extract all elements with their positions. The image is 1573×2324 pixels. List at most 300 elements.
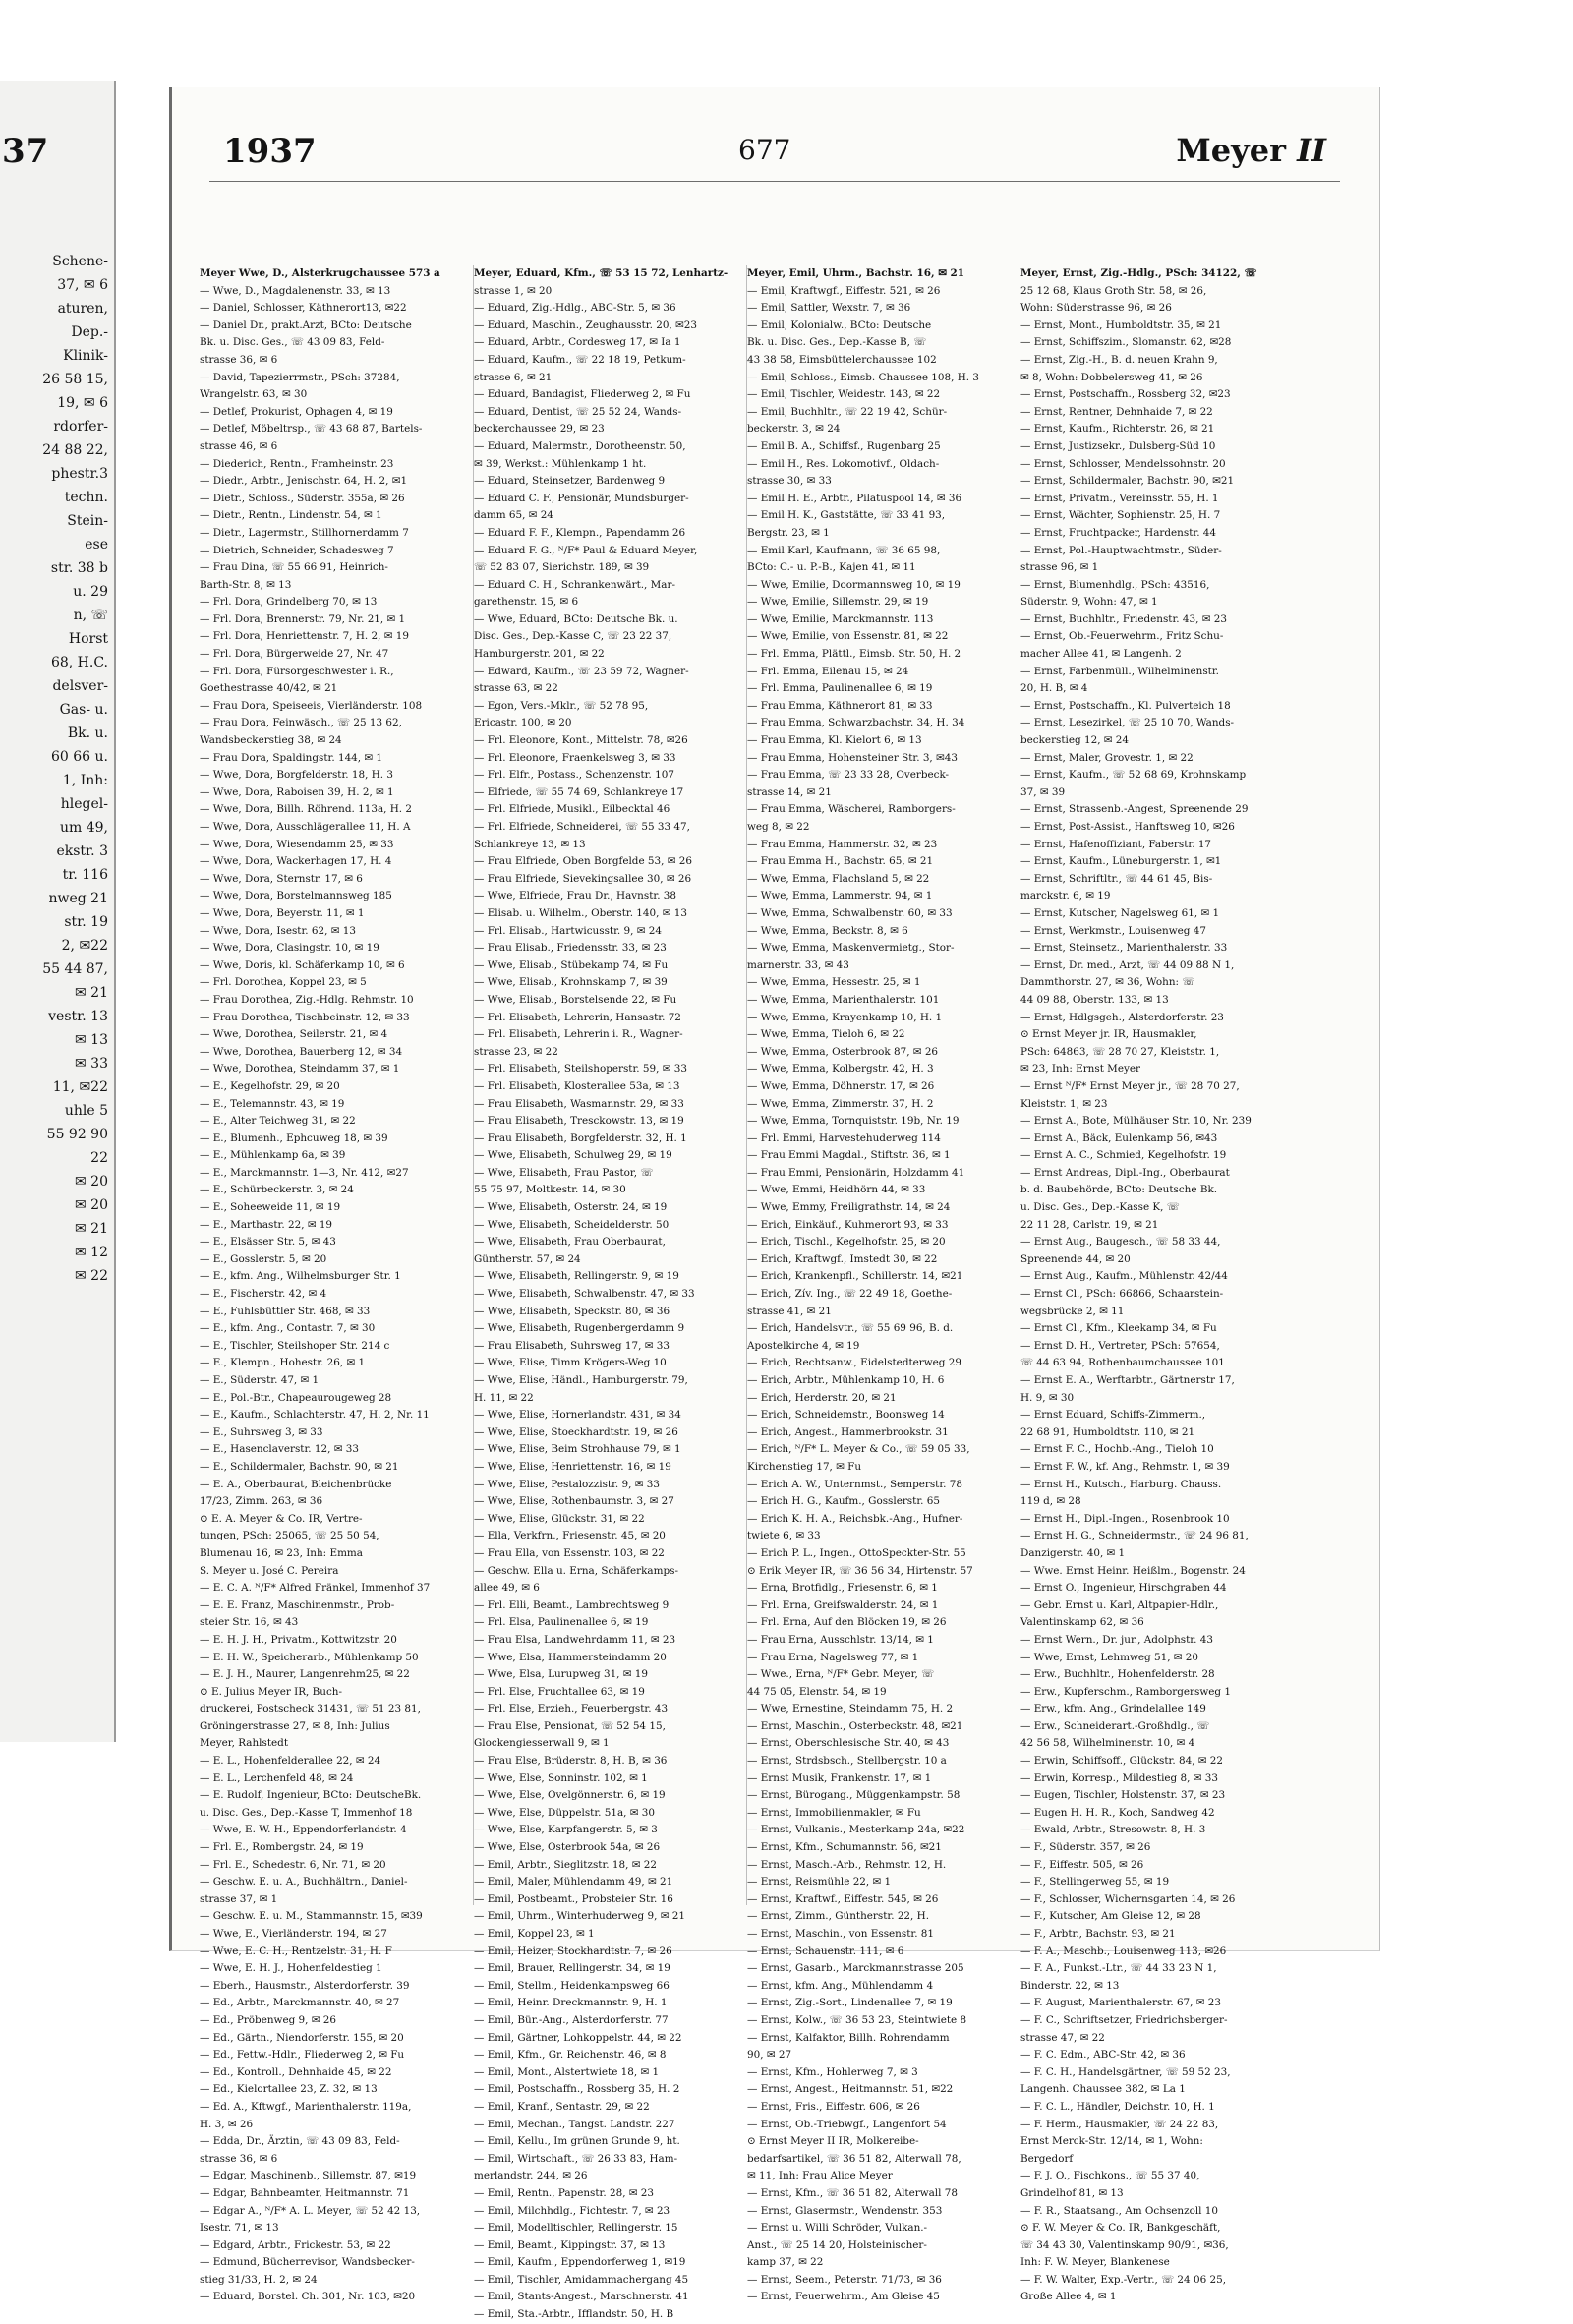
directory-entry-line: merlandstr. 244, ✉ 26 xyxy=(474,2170,588,2182)
directory-entry-line: — Ernst A. C., Schmied, Kegelhofstr. 19 xyxy=(1020,1149,1227,1162)
directory-entry-line: — Ed., Fettw.-Hdlr., Fliederweg 2, ✉ Fu xyxy=(200,2049,405,2062)
directory-entry-line: — Ernst H., Dipl.-Ingen., Rosenbrook 10 xyxy=(1020,1512,1230,1525)
directory-entry-line: — Ernst, Werkmstr., Louisenweg 47 xyxy=(1020,924,1206,937)
directory-entry-line: — Ernst, kfm. Ang., Mühlendamm 4 xyxy=(747,1979,934,1992)
directory-entry-line: — Erich, Krankenpfl., Schillerstr. 14, ✉21 xyxy=(747,1270,963,1283)
directory-entry-line: — Ernst Wern., Dr. jur., Adolphstr. 43 xyxy=(1020,1633,1213,1646)
directory-entry-line: — Wwe, Emma, Zimmerstr. 37, H. 2 xyxy=(747,1097,934,1110)
directory-entry-line: — Wwe, Else, Düppelstr. 51a, ✉ 30 xyxy=(474,1806,656,1819)
directory-entry-line: — Eugen H. H. R., Koch, Sandweg 42 xyxy=(1020,1806,1215,1819)
directory-entry-line: — Emil, Uhrm., Winterhuderweg 9, ✉ 21 xyxy=(474,1910,685,1923)
directory-entry-line: — Wwe, Elise, Pestalozzistr. 9, ✉ 33 xyxy=(474,1478,660,1490)
directory-entry-line: — Wwe, Dora, Beyerstr. 11, ✉ 1 xyxy=(200,906,365,919)
directory-entry-line: — Erich, Arbtr., Mühlenkamp 10, H. 6 xyxy=(747,1374,945,1386)
directory-entry-line: — F. C. L., Händler, Deichstr. 10, H. 1 xyxy=(1020,2100,1215,2113)
directory-entry-line: Danzigerstr. 40, ✉ 1 xyxy=(1020,1546,1126,1559)
directory-entry-line: — Wwe, Emma, Lammerstr. 94, ✉ 1 xyxy=(747,890,933,902)
directory-entry-line: — Wwe, Emilie, von Essenstr. 81, ✉ 22 xyxy=(747,630,949,643)
directory-entry-line: — Egon, Vers.-Mklr., ☏ 52 78 95, xyxy=(474,699,649,712)
directory-entry-line: — Wwe, Dora, Wackerhagen 17, H. 4 xyxy=(200,855,392,868)
directory-entry-line: Schlankreye 13, ✉ 13 xyxy=(474,838,586,850)
directory-entry-line: — Erich, Angest., Hammerbrookstr. 31 xyxy=(747,1425,949,1438)
previous-page-line: ✉ 21 xyxy=(75,1221,108,1237)
directory-entry-line: — Edda, Dr., Ärztin, ☏ 43 09 83, Feld- xyxy=(200,2135,400,2148)
directory-entry-line: — Ernst Cl., PSch: 66866, Schaarstein- xyxy=(1020,1288,1224,1301)
directory-entry-line: — Wwe, Emma, Hessestr. 25, ✉ 1 xyxy=(747,976,921,989)
directory-entry-line: — F. August, Marienthalerstr. 67, ✉ 23 xyxy=(1020,1997,1222,2009)
directory-entry-line: — Ed. A., Kftwgf., Marienthalerstr. 119a, xyxy=(200,2100,412,2113)
directory-entry-line: — Ernst, Maschin., von Essenstr. 81 xyxy=(747,1928,935,1940)
directory-entry-line: — Frl. Dora, Brennerstr. 79, Nr. 21, ✉ 1 xyxy=(200,612,406,625)
directory-entry-line: H. 9, ✉ 30 xyxy=(1020,1391,1075,1404)
directory-entry-line: ⊙ E. A. Meyer & Co. IR, Vertre- xyxy=(200,1512,363,1525)
directory-entry-line: — Ernst Eduard, Schiffs-Zimmerm., xyxy=(1020,1409,1206,1422)
previous-page-line: ✉ 20 xyxy=(75,1197,108,1213)
previous-page-line: n, ☏ xyxy=(73,608,108,623)
directory-entry-line: — F., Arbtr., Bachstr. 93, ✉ 21 xyxy=(1020,1928,1176,1940)
directory-entry-line: — Geschw. E. u. M., Stammannstr. 15, ✉39 xyxy=(200,1910,423,1923)
directory-entry-line: — Wwe, Elisab., Stübekamp 74, ✉ Fu xyxy=(474,959,669,971)
directory-entry-line: — Emil, Heinr. Dreckmannstr. 9, H. 1 xyxy=(474,1997,668,2009)
directory-entry-line: — Wwe, Dora, Clasingstr. 10, ✉ 19 xyxy=(200,942,379,955)
directory-entry-line: — Frl. Elfr., Postass., Schenzenstr. 107 xyxy=(474,769,674,782)
directory-entry-line: 22 68 91, Humboldtstr. 110, ✉ 21 xyxy=(1020,1425,1195,1438)
directory-entry-line: — Wwe, Elisabeth, Speckstr. 80, ✉ 36 xyxy=(474,1305,670,1317)
directory-entry-line: druckerei, Postscheck 31431, ☏ 51 23 81, xyxy=(200,1703,421,1715)
directory-entry-line: — F., Schlosser, Wichernsgarten 14, ✉ 26 xyxy=(1020,1892,1236,1905)
directory-entry-line: — Wwe, Emmy, Freiligrathstr. 14, ✉ 24 xyxy=(747,1201,951,1214)
previous-page-line: Stein- xyxy=(67,513,108,529)
directory-entry-line: — Erich, ᴺ/F* L. Meyer & Co., ☏ 59 05 33, xyxy=(747,1443,970,1456)
directory-entry-line: u. Disc. Ges., Dep.-Kasse K, ☏ xyxy=(1020,1201,1180,1214)
directory-entry-line: twiete 6, ✉ 33 xyxy=(747,1530,821,1542)
directory-entry-line: — Frau Emmi Magdal., Stiftstr. 36, ✉ 1 xyxy=(747,1149,951,1162)
directory-entry-line: — Wwe, Elisabeth, Rellingerstr. 9, ✉ 19 xyxy=(474,1270,679,1283)
directory-entry-line: — Frl. Emma, Paulinenallee 6, ✉ 19 xyxy=(747,682,933,695)
directory-entry-line: — Ernst, Schlosser, Mendelssohnstr. 20 xyxy=(1020,457,1226,470)
previous-page-line: str. 38 b xyxy=(50,560,108,576)
directory-entry-line: — Eduard, Borstel. Ch. 301, Nr. 103, ✉20 xyxy=(200,2291,416,2303)
directory-entry-line: Valentinskamp 62, ✉ 36 xyxy=(1020,1616,1144,1629)
directory-entry-line: — Daniel, Schlosser, Käthnerort13, ✉22 xyxy=(200,302,407,315)
directory-entry-line: Barth-Str. 8, ✉ 13 xyxy=(200,578,292,591)
previous-page-line: ekstr. 3 xyxy=(56,843,108,859)
directory-entry-line: — Ernst, Buchhltr., Friedenstr. 43, ✉ 23 xyxy=(1020,612,1227,625)
directory-entry-line: — Ernst, Dr. med., Arzt, ☏ 44 09 88 N 1, xyxy=(1020,959,1235,971)
directory-entry-line: — Emil, Postbeamt., Probsteier Str. 16 xyxy=(474,1892,673,1905)
directory-entry-line: H. 11, ✉ 22 xyxy=(474,1391,534,1404)
directory-entry-line: — F. Herm., Hausmakler, ☏ 24 22 83, xyxy=(1020,2118,1219,2130)
directory-entry-line: Glockengiesserwall 9, ✉ 1 xyxy=(474,1737,610,1750)
directory-entry-line: — Wwe, Elisabeth, Scheidelderstr. 50 xyxy=(474,1218,670,1231)
directory-entry-line: — Emil, Maler, Mühlendamm 49, ✉ 21 xyxy=(474,1876,673,1888)
directory-entry-line: — F. A., Maschb., Louisenweg 113, ✉26 xyxy=(1020,1945,1227,1957)
directory-entry-line: — Ernst, Justizsekr., Dulsberg-Süd 10 xyxy=(1020,439,1216,452)
directory-entry-line: — Wwe, Elisabeth, Schulweg 29, ✉ 19 xyxy=(474,1149,672,1162)
directory-entry-line: — Wwe, Elise, Hornerlandstr. 431, ✉ 34 xyxy=(474,1409,681,1422)
directory-entry-line: Binderstr. 22, ✉ 13 xyxy=(1020,1979,1120,1992)
directory-entry-line: — E., Gosslerstr. 5, ✉ 20 xyxy=(200,1252,327,1265)
directory-entry-line: — Ernst, Kraftwf., Eiffestr. 545, ✉ 26 xyxy=(747,1892,939,1905)
directory-entry-line: — Frl. Erna, Greifswalderstr. 24, ✉ 1 xyxy=(747,1598,939,1611)
directory-entry-line: — Ernst H. G., Schneidermstr., ☏ 24 96 81, xyxy=(1020,1530,1249,1542)
directory-entry-line: Blumenau 16, ✉ 23, Inh: Emma xyxy=(200,1546,363,1559)
previous-page-line: 26 58 15, xyxy=(42,372,108,387)
directory-entry-line: — Dietr., Rentn., Lindenstr. 54, ✉ 1 xyxy=(200,509,382,522)
directory-entry-line: Hamburgerstr. 201, ✉ 22 xyxy=(474,648,605,661)
directory-entry-line: — Ernst, Pol.-Hauptwachtmstr., Süder- xyxy=(1020,544,1222,556)
previous-page-line: ✉ 20 xyxy=(75,1174,108,1190)
directory-entry-line: ⊙ Ernst Meyer jr. IR, Hausmakler, xyxy=(1020,1028,1197,1041)
directory-entry-line: 44 75 05, Elenstr. 54, ✉ 19 xyxy=(747,1685,887,1698)
directory-column-4 xyxy=(1020,265,1282,2303)
directory-entry-line: — Wwe, Dora, Raboisen 39, H. 2, ✉ 1 xyxy=(200,785,394,798)
directory-entry-line: — Emil, Kaufm., Eppendorferweg 1, ✉19 xyxy=(474,2256,686,2269)
page-number: 677 xyxy=(738,134,791,166)
directory-entry-line: — Emil, Mont., Alstertwiete 18, ✉ 1 xyxy=(474,2065,660,2078)
directory-entry-line: — Emil, Gärtner, Lohkoppelstr. 44, ✉ 22 xyxy=(474,2031,682,2044)
directory-entry-line: — Frau Erna, Nagelsweg 77, ✉ 1 xyxy=(747,1651,919,1663)
directory-entry-line: — E. E. Franz, Maschinenmstr., Prob- xyxy=(200,1598,395,1611)
directory-entry-line: — Wwe, Emma, Marienthalerstr. 101 xyxy=(747,993,940,1006)
directory-entry-line: — Wwe, Emma, Döhnerstr. 17, ✉ 26 xyxy=(747,1079,935,1092)
directory-entry-line: — E., Elsässer Str. 5, ✉ 43 xyxy=(200,1236,336,1249)
directory-entry-line: — Frau Dorothea, Tischbeinstr. 12, ✉ 33 xyxy=(200,1011,410,1023)
directory-entry-line: kamp 37, ✉ 22 xyxy=(747,2256,824,2269)
directory-entry-line: Meyer, Ernst, Zig.-Hdlg., PSch: 34122, ☏ xyxy=(1020,267,1257,279)
previous-page-line: 55 92 90 xyxy=(46,1127,108,1142)
directory-entry-line: — Ernst Aug., Baugesch., ☏ 58 33 44, xyxy=(1020,1236,1221,1249)
directory-entry-line: — Gebr. Ernst u. Karl, Altpapier-Hdlr., xyxy=(1020,1598,1219,1611)
directory-entry-line: — Wwe, Elisabeth, Rugenbergerdamm 9 xyxy=(474,1322,685,1335)
directory-entry-line: — Ernst, Zimm., Güntherstr. 22, H. xyxy=(747,1910,930,1923)
directory-entry-line: BCto: C.- u. P.-B., Kajen 41, ✉ 11 xyxy=(747,561,916,574)
directory-entry-line: ⊙ Erik Meyer IR, ☏ 36 56 34, Hirtenstr. 57 xyxy=(747,1564,973,1577)
directory-entry-line: macher Allee 41, ✉ Langenh. 2 xyxy=(1020,648,1182,661)
directory-entry-line: — Emil, Postschaffn., Rossberg 35, H. 2 xyxy=(474,2083,680,2096)
previous-page-line: hlegel- xyxy=(60,796,108,812)
directory-entry-line: — Ed., Pröbenweg 9, ✉ 26 xyxy=(200,2013,336,2026)
directory-entry-line: stieg 31/33, H. 2, ✉ 24 xyxy=(200,2273,318,2286)
directory-entry-line: — Emil, Kolonialw., BCto: Deutsche xyxy=(747,319,932,331)
directory-entry-line: — Emil, Milchhdlg., Fichtestr. 7, ✉ 23 xyxy=(474,2204,670,2217)
directory-page xyxy=(169,87,1380,2321)
directory-entry-line: — Frau Emma, Hammerstr. 32, ✉ 23 xyxy=(747,838,938,850)
previous-page-line: tr. 116 xyxy=(62,867,108,883)
directory-entry-line: — Frau Emma, Schwarzbachstr. 34, H. 34 xyxy=(747,717,965,729)
directory-entry-line: — Emil, Heizer, Stockhardtstr. 7, ✉ 26 xyxy=(474,1945,672,1957)
directory-entry-line: — Ernst, Kfm., ☏ 36 51 82, Alterwall 78 xyxy=(747,2186,958,2199)
directory-entry-line: — Wwe., Erna, ᴺ/F* Gebr. Meyer, ☏ xyxy=(747,1668,935,1681)
directory-entry-line: — Emil, Mechan., Tangst. Landstr. 227 xyxy=(474,2118,675,2130)
running-header xyxy=(172,132,1379,177)
directory-entry-line: — E., Mühlenkamp 6a, ✉ 39 xyxy=(200,1149,346,1162)
directory-entry-line: — Frau Dora, Feinwäsch., ☏ 25 13 62, xyxy=(200,717,402,729)
directory-entry-line: — Detlef, Möbeltrsp., ☏ 43 68 87, Bartels- xyxy=(200,423,423,436)
directory-entry-line: — Wwe, Emilie, Sillemstr. 29, ✉ 19 xyxy=(747,596,929,609)
directory-entry-line: — Frl. Elisab., Hartwicusstr. 9, ✉ 24 xyxy=(474,924,662,937)
directory-entry-line: — E., Schildermaler, Bachstr. 90, ✉ 21 xyxy=(200,1460,399,1473)
directory-entry-line: — Emil, Wirtschaft., ☏ 26 33 83, Ham- xyxy=(474,2152,678,2165)
directory-entry-line: — Frau Ella, von Essenstr. 103, ✉ 22 xyxy=(474,1546,665,1559)
directory-entry-line: — Frau Emma, ☏ 23 33 28, Overbeck- xyxy=(747,769,950,782)
directory-entry-line: — Wwe, Else, Sonninstr. 102, ✉ 1 xyxy=(474,1772,648,1784)
directory-entry-line: — Ernst ᴺ/F* Ernst Meyer jr., ☏ 28 70 27, xyxy=(1020,1079,1240,1092)
directory-entry-line: — Frau Emma, Hohensteiner Str. 3, ✉43 xyxy=(747,751,958,764)
directory-entry-line: — Emil B. A., Schiffsf., Rugenbarg 25 xyxy=(747,439,941,452)
previous-page-line: u. 29 xyxy=(73,584,108,600)
directory-entry-line: — Wwe, Else, Osterbrook 54a, ✉ 26 xyxy=(474,1841,661,1854)
directory-entry-line: — Frau Emma H., Bachstr. 65, ✉ 21 xyxy=(747,855,934,868)
directory-entry-line: — Erwin, Schiffsoff., Glückstr. 84, ✉ 22 xyxy=(1020,1755,1224,1768)
directory-entry-line: — E., Süderstr. 47, ✉ 1 xyxy=(200,1374,320,1386)
previous-page-line: Dep.- xyxy=(71,324,108,340)
directory-entry-line: — Emil H. K., Gaststätte, ☏ 33 41 93, xyxy=(747,509,946,522)
directory-entry-line: — Geschw. Ella u. Erna, Schäferkamps- xyxy=(474,1564,678,1577)
directory-entry-line: — Wwe, Elise, Händl., Hamburgerstr. 79, xyxy=(474,1374,688,1386)
directory-entry-line: Apostelkirche 4, ✉ 19 xyxy=(747,1339,860,1352)
directory-entry-line: — Frl. Elfriede, Musikl., Eilbecktal 46 xyxy=(474,803,670,816)
directory-entry-line: — Ewald, Arbtr., Stresowstr. 8, H. 3 xyxy=(1020,1824,1206,1836)
directory-entry-line: — Eduard, Kaufm., ☏ 22 18 19, Petkum- xyxy=(474,353,686,366)
directory-entry-line: — Frau Dorothea, Zig.-Hdlg. Rehmstr. 10 xyxy=(200,993,414,1006)
directory-entry-line: — F. A., Funkst.-Ltr., ☏ 44 33 23 N 1, xyxy=(1020,1962,1217,1975)
directory-entry-line: — Wwe, Else, Ovelgönnerstr. 6, ✉ 19 xyxy=(474,1789,666,1802)
directory-entry-line: Bergedorf xyxy=(1020,2152,1074,2165)
directory-entry-line: — Wwe, Elise, Beim Strohhause 79, ✉ 1 xyxy=(474,1443,681,1456)
directory-entry-line: Süderstr. 9, Wohn: 47, ✉ 1 xyxy=(1020,596,1158,609)
directory-entry-line: garethenstr. 15, ✉ 6 xyxy=(474,596,579,609)
directory-entry-line: — Erich A. W., Unternmst., Semperstr. 78 xyxy=(747,1478,963,1490)
directory-entry-line: b. d. Baubehörde, BCto: Deutsche Bk. xyxy=(1020,1184,1218,1196)
directory-entry-line: — Ella, Verkfrn., Friesenstr. 45, ✉ 20 xyxy=(474,1530,666,1542)
directory-entry-line: Inh: F. W. Meyer, Blankenese xyxy=(1020,2256,1170,2269)
directory-entry-line: — Emil, Stants-Angest., Marschnerstr. 41 xyxy=(474,2291,689,2303)
previous-page-line: rdorfer- xyxy=(53,419,108,435)
directory-entry-line: — Ernst, Gasarb., Marckmannstrasse 205 xyxy=(747,1962,964,1975)
directory-entry-line: — Wwe, Emma, Flachsland 5, ✉ 22 xyxy=(747,872,930,885)
directory-entry-line: — Edgar A., ᴺ/F* A. L. Meyer, ☏ 52 42 13, xyxy=(200,2204,421,2217)
directory-entry-line: — Wwe, E. H. J., Hohenfeldestieg 1 xyxy=(200,1962,382,1975)
directory-entry-line: — Wwe, Elisab., Borstelsende 22, ✉ Fu xyxy=(474,993,677,1006)
directory-entry-line: — Frau Erna, Ausschlstr. 13/14, ✉ 1 xyxy=(747,1633,934,1646)
directory-entry-line: — Erw., Schneiderart.-Großhdlg., ☏ xyxy=(1020,1719,1210,1732)
directory-entry-line: — Dietr., Lagermstr., Stillhornerdamm 7 xyxy=(200,526,409,539)
directory-entry-line: — Frau Else, Brüderstr. 8, H. B, ✉ 36 xyxy=(474,1755,668,1768)
directory-entry-line: — E., Marthastr. 22, ✉ 19 xyxy=(200,1218,333,1231)
directory-entry-line: 55 75 97, Moltkestr. 14, ✉ 30 xyxy=(474,1184,626,1196)
directory-entry-line: — Ernst, Masch.-Arb., Rehmstr. 12, H. xyxy=(747,1858,947,1871)
directory-entry-line: — Ernst, Wächter, Sophienstr. 25, H. 7 xyxy=(1020,509,1221,522)
directory-entry-line: Spreenende 44, ✉ 20 xyxy=(1020,1252,1131,1265)
directory-entry-line: — Frau Elisab., Friedensstr. 33, ✉ 23 xyxy=(474,942,667,955)
previous-page-line: 22 xyxy=(90,1150,108,1166)
directory-entry-line: — E., kfm. Ang., Contastr. 7, ✉ 30 xyxy=(200,1322,376,1335)
directory-entry-line: — Ernst F. C., Hochb.-Ang., Tieloh 10 xyxy=(1020,1443,1214,1456)
previous-page-line: ✉ 12 xyxy=(75,1245,108,1260)
directory-entry-line: — Frau Elisabeth, Wasmannstr. 29, ✉ 33 xyxy=(474,1097,684,1110)
previous-page-line: Bk. u. xyxy=(67,726,108,741)
directory-entry-line: — Emil H. E., Arbtr., Pilatuspool 14, ✉ 36 xyxy=(747,492,962,504)
directory-entry-line: — Wwe, Dora, Borgfelderstr. 18, H. 3 xyxy=(200,769,394,782)
directory-entry-line: 20, H. B, ✉ 4 xyxy=(1020,682,1088,695)
directory-entry-line: PSch: 64863, ☏ 28 70 27, Kleiststr. 1, xyxy=(1020,1045,1220,1058)
directory-entry-line: — Ernst, Schriftltr., ☏ 44 61 45, Bis- xyxy=(1020,872,1213,885)
directory-entry-line: — Frau Emmi, Pensionärin, Holzdamm 41 xyxy=(747,1166,965,1179)
directory-entry-line: ✉ 8, Wohn: Dobbelersweg 41, ✉ 26 xyxy=(1020,371,1203,383)
directory-entry-line: — E. H. J. H., Privatm., Kottwitzstr. 20 xyxy=(200,1633,397,1646)
directory-entry-line: — Edgar, Bahnbeamter, Heitmannstr. 71 xyxy=(200,2186,410,2199)
directory-entry-line: — Ernst, Kolw., ☏ 36 53 23, Steintwiete 8 xyxy=(747,2013,967,2026)
directory-entry-line: — Eberh., Hausmstr., Alsterdorferstr. 39 xyxy=(200,1979,410,1992)
previous-page-line: Gas- u. xyxy=(59,702,108,718)
directory-entry-line: — Frau Emma, Wäscherei, Ramborgers- xyxy=(747,803,956,816)
directory-entry-line: — E. L., Lerchenfeld 48, ✉ 24 xyxy=(200,1772,354,1784)
directory-entry-line: — Frl. Emma, Eilenau 15, ✉ 24 xyxy=(747,665,909,677)
directory-entry-line: — E. Rudolf, Ingenieur, BCto: DeutscheBk. xyxy=(200,1789,422,1802)
directory-entry-line: — Ernst u. Willi Schröder, Vulkan.- xyxy=(747,2222,928,2235)
directory-entry-line: — Eduard F. F., Klempn., Papendamm 26 xyxy=(474,526,686,539)
directory-entry-line: — Frau Elisabeth, Borgfelderstr. 32, H. 1 xyxy=(474,1132,687,1144)
directory-entry-line: — Eduard, Steinsetzer, Bardenweg 9 xyxy=(474,475,666,488)
directory-entry-line: — Wwe, Elise, Rothenbaumstr. 3, ✉ 27 xyxy=(474,1495,674,1508)
directory-entry-line: — Wwe, Emma, Tieloh 6, ✉ 22 xyxy=(747,1028,905,1041)
directory-entry-line: — Eduard, Zig.-Hdlg., ABC-Str. 5, ✉ 36 xyxy=(474,302,676,315)
directory-entry-line: — Ernst, Kfm., Hohlerweg 7, ✉ 3 xyxy=(747,2065,918,2078)
directory-entry-line: — Ernst, Kfm., Schumannstr. 56, ✉21 xyxy=(747,1841,942,1854)
directory-entry-line: — Wwe, Emilie, Marckmannstr. 113 xyxy=(747,612,934,625)
directory-entry-line: — Ernst, Mont., Humboldtstr. 35, ✉ 21 xyxy=(1020,319,1222,331)
directory-entry-line: — Wwe, Dora, Billh. Röhrend. 113a, H. 2 xyxy=(200,803,413,816)
directory-entry-line: — Ernst, Ob.-Triebwgf., Langenfort 54 xyxy=(747,2118,947,2130)
directory-entry-line: — Wwe, Emma, Krayenkamp 10, H. 1 xyxy=(747,1011,943,1023)
directory-entry-line: Meyer, Rahlstedt xyxy=(200,1737,288,1750)
directory-entry-line: — Ernst, Farbenmüll., Wilhelminenstr. xyxy=(1020,665,1219,677)
directory-entry-line: — E., Telemannstr. 43, ✉ 19 xyxy=(200,1097,345,1110)
directory-entry-line: — E., Soheeweide 11, ✉ 19 xyxy=(200,1201,341,1214)
directory-entry-line: Kleiststr. 1, ✉ 23 xyxy=(1020,1097,1108,1110)
directory-entry-line: bedarfsartikel, ☏ 36 51 82, Alterwall 78, xyxy=(747,2152,961,2165)
directory-entry-line: beckerchaussee 29, ✉ 23 xyxy=(474,423,605,436)
directory-entry-line: — F. C., Schriftsetzer, Friedrichsberger- xyxy=(1020,2013,1228,2026)
previous-page-line: 2, ✉22 xyxy=(61,938,108,954)
directory-entry-line: strasse 23, ✉ 22 xyxy=(474,1045,558,1058)
directory-entry-line: — Erich, Tischl., Kegelhofstr. 25, ✉ 20 xyxy=(747,1236,946,1249)
directory-entry-line: strasse 1, ✉ 20 xyxy=(474,284,553,297)
directory-entry-line: allee 49, ✉ 6 xyxy=(474,1582,540,1595)
directory-entry-line: strasse 6, ✉ 21 xyxy=(474,371,553,383)
directory-entry-line: 25 12 68, Klaus Groth Str. 58, ✉ 26, xyxy=(1020,284,1207,297)
directory-entry-line: — E., kfm. Ang., Wilhelmsburger Str. 1 xyxy=(200,1270,401,1283)
directory-entry-line: — Erich, Einkäuf., Kuhmerort 93, ✉ 33 xyxy=(747,1218,949,1231)
directory-entry-line: — E., Tischler, Steilshoper Str. 214 c xyxy=(200,1339,390,1352)
directory-entry-line: — Emil, Tischler, Amidammachergang 45 xyxy=(474,2273,689,2286)
header-year: 1937 xyxy=(223,132,317,171)
directory-entry-line: ☏ 44 63 94, Rothenbaumchaussee 101 xyxy=(1020,1357,1225,1369)
directory-entry-line: — Frau Elisabeth, Suhrsweg 17, ✉ 33 xyxy=(474,1339,670,1352)
directory-entry-line: Wandsbeckerstieg 38, ✉ 24 xyxy=(200,734,342,747)
directory-entry-line: — Frl. Dora, Henriettenstr. 7, H. 2, ✉ 19 xyxy=(200,630,409,643)
directory-entry-line: — Frl. Elli, Beamt., Lambrechtsweg 9 xyxy=(474,1598,670,1611)
directory-entry-line: 119 d, ✉ 28 xyxy=(1020,1495,1081,1508)
previous-page-line: 60 66 u. xyxy=(51,749,108,765)
directory-entry-line: — Ernst, Rentner, Dehnhaide 7, ✉ 22 xyxy=(1020,405,1213,418)
directory-entry-line: — Erw., Buchhltr., Hohenfelderstr. 28 xyxy=(1020,1668,1215,1681)
previous-page-line: Klinik- xyxy=(63,348,108,364)
directory-entry-line: — Emil, Buchhltr., ☏ 22 19 42, Schür- xyxy=(747,405,948,418)
directory-entry-line: — Emil, Arbtr., Sieglitzstr. 18, ✉ 22 xyxy=(474,1858,657,1871)
directory-entry-line: — E., Kegelhofstr. 29, ✉ 20 xyxy=(200,1079,340,1092)
directory-entry-line: — Wwe, Emmi, Heidhörn 44, ✉ 33 xyxy=(747,1184,926,1196)
directory-entry-line: — E. A., Oberbaurat, Bleichenbrücke xyxy=(200,1478,392,1490)
directory-entry-line: — Emil, Bür.-Ang., Alsterdorferstr. 77 xyxy=(474,2013,669,2026)
directory-entry-line: — Frl. Dorothea, Koppel 23, ✉ 5 xyxy=(200,976,367,989)
directory-entry-line: — Erich, Rechtsanw., Eidelstedterweg 29 xyxy=(747,1357,961,1369)
directory-entry-line: — Wwe, Elise, Henriettenstr. 16, ✉ 19 xyxy=(474,1460,671,1473)
directory-entry-line: 37, ✉ 39 xyxy=(1020,785,1066,798)
directory-entry-line: — Emil, Beamt., Kippingstr. 37, ✉ 13 xyxy=(474,2238,666,2251)
directory-entry-line: — E. C. A. ᴺ/F* Alfred Fränkel, Immenhof 37 xyxy=(200,1582,431,1595)
directory-entry-line: 44 09 88, Oberstr. 133, ✉ 13 xyxy=(1020,993,1169,1006)
directory-entry-line: — Ernst, Kaufm., Lüneburgerstr. 1, ✉1 xyxy=(1020,855,1222,868)
directory-column-3 xyxy=(746,265,1009,2303)
directory-entry-line: — Ernst, Kaufm., Richterstr. 26, ✉ 21 xyxy=(1020,423,1215,436)
directory-entry-line: — Ernst, Steinsetz., Marienthalerstr. 33 xyxy=(1020,942,1228,955)
directory-entry-line: — F. J. O., Fischkons., ☏ 55 37 40, xyxy=(1020,2170,1200,2182)
directory-entry-line: — E. H. W., Speicherarb., Mühlenkamp 50 xyxy=(200,1651,419,1663)
directory-entry-line: — Ernst H., Kutsch., Harburg. Chauss. xyxy=(1020,1478,1222,1490)
directory-entry-line: marckstr. 6, ✉ 19 xyxy=(1020,890,1111,902)
directory-entry-line: — Ernst, Post-Assist., Hanftsweg 10, ✉26 xyxy=(1020,821,1235,833)
directory-entry-line: — Frau Emma, Käthnerort 81, ✉ 33 xyxy=(747,699,933,712)
directory-entry-line: — Ernst, Fris., Eiffestr. 606, ✉ 26 xyxy=(747,2100,920,2113)
directory-entry-line: — Ernst, Postschaffn., Rossberg 32, ✉23 xyxy=(1020,388,1231,401)
directory-entry-line: — Detlef, Prokurist, Ophagen 4, ✉ 19 xyxy=(200,405,393,418)
directory-entry-line: — Frau Elisabeth, Tresckowstr. 13, ✉ 19 xyxy=(474,1115,684,1128)
directory-entry-line: — F. C. Edm., ABC-Str. 42, ✉ 36 xyxy=(1020,2049,1186,2062)
directory-entry-line: — Elisab. u. Wilhelm., Oberstr. 140, ✉ 13 xyxy=(474,906,687,919)
directory-entry-line: Wohn: Süderstrasse 96, ✉ 26 xyxy=(1020,302,1172,315)
directory-entry-line: — Ernst, Zig.-H., B. d. neuen Krahn 9, xyxy=(1020,353,1218,366)
previous-page-line: um 49, xyxy=(59,820,108,836)
directory-entry-line: — Wwe, Elisabeth, Frau Pastor, ☏ xyxy=(474,1166,654,1179)
directory-entry-line: ✉ 11, Inh: Frau Alice Meyer xyxy=(747,2170,893,2182)
directory-entry-line: — Ernst, Zig.-Sort., Lindenallee 7, ✉ 19 xyxy=(747,1997,953,2009)
directory-entry-line: — Frl. E., Rombergstr. 24, ✉ 19 xyxy=(200,1841,364,1854)
directory-entry-line: — Ernst, Maschin., Osterbeckstr. 48, ✉21 xyxy=(747,1719,963,1732)
directory-entry-line: — Wwe, Elise, Timm Krögers-Weg 10 xyxy=(474,1357,667,1369)
directory-entry-line: — Wwe, Elisabeth, Frau Oberbaurat, xyxy=(474,1236,666,1249)
directory-entry-line: — Ernst, Privatm., Vereinsstr. 55, H. 1 xyxy=(1020,492,1219,504)
directory-entry-line: S. Meyer u. José C. Pereira xyxy=(200,1564,339,1577)
directory-entry-line: — Wwe, Emma, Maskenvermietg., Stor- xyxy=(747,942,955,955)
directory-entry-line: — Wwe, Emma, Beckstr. 8, ✉ 6 xyxy=(747,924,908,937)
previous-page-edge xyxy=(0,81,116,1742)
directory-entry-line: Bergstr. 23, ✉ 1 xyxy=(747,526,830,539)
directory-entry-line: Anst., ☏ 25 14 20, Holsteinischer- xyxy=(747,2238,927,2251)
directory-entry-line: ⊙ F. W. Meyer & Co. IR, Bankgeschäft, xyxy=(1020,2222,1221,2235)
directory-entry-line: — Wwe, Elise, Stoeckhardtstr. 19, ✉ 26 xyxy=(474,1425,678,1438)
directory-entry-line: — Ernst, Vulkanis., Mesterkamp 24a, ✉22 xyxy=(747,1824,965,1836)
directory-entry-line: — Wwe, Elsa, Hammersteindamm 20 xyxy=(474,1651,667,1663)
directory-entry-line: — Emil Karl, Kaufmann, ☏ 36 65 98, xyxy=(747,544,941,556)
directory-entry-line: — Frl. Eleonore, Kont., Mittelstr. 78, ✉26 xyxy=(474,734,688,747)
directory-entry-line: ✉ 39, Werkst.: Mühlenkamp 1 ht. xyxy=(474,457,647,470)
directory-entry-line: — Ernst, Hdlgsgeh., Alsterdorferstr. 23 xyxy=(1020,1011,1224,1023)
directory-entry-line: — F., Eiffestr. 505, ✉ 26 xyxy=(1020,1858,1144,1871)
directory-entry-line: — Frl. Emmi, Harvestehuderweg 114 xyxy=(747,1132,941,1144)
previous-page-line: ✉ 21 xyxy=(75,985,108,1001)
